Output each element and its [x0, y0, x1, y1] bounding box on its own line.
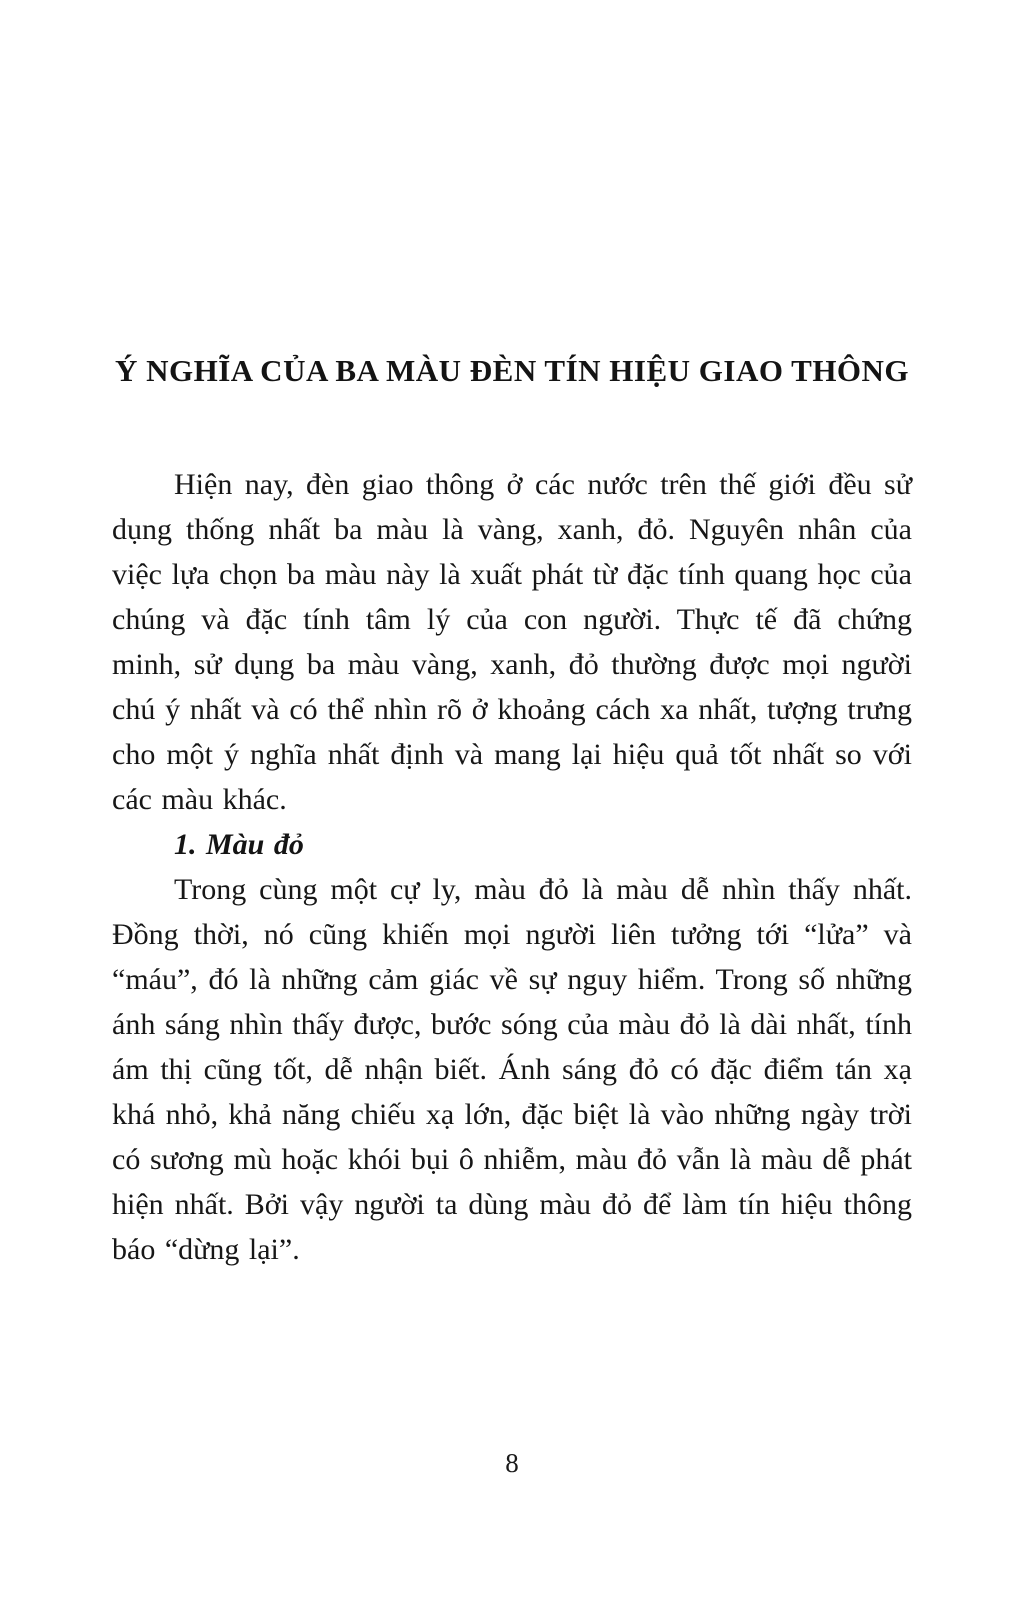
section-paragraph-red-color: Trong cùng một cự ly, màu đỏ là màu dễ nhìn thấy nhất. Đồng thời, nó cũng khiến mọi người liên tưởng tới “lửa” và “máu”, đó là những cảm giác về sự nguy hiểm. Trong số những ánh sáng nhìn thấy được, bước sóng của màu đỏ là dài nhất, tính ám thị cũng tốt, dễ nhận biết. Ánh sáng đỏ có đặc điểm tán xạ khá nhỏ, khả năng chiếu xạ lớn, đặc biệt là vào những ngày trời có sương mù hoặc khói bụi ô nhiễm, màu đỏ vẫn là màu dễ phát hiện nhất. Bởi vậy người ta dùng màu đỏ để làm tín hiệu thông báo “dừng lại”.: [112, 873, 912, 1266]
section-heading-red-color: 1. Màu đỏ: [174, 828, 304, 861]
body-text: [112, 462, 912, 1272]
page-number: 8: [505, 1448, 519, 1478]
intro-paragraph: Hiện nay, đèn giao thông ở các nước trên thế giới đều sử dụng thống nhất ba màu là vàng, xanh, đỏ. Nguyên nhân của việc lựa chọn ba màu này là xuất phát từ đặc tính quang học của chúng và đặc tính tâm lý của con người. Thực tế đã chứng minh, sử dụng ba màu vàng, xanh, đỏ thường được mọi người chú ý nhất và có thể nhìn rõ ở khoảng cách xa nhất, tượng trưng cho một ý nghĩa nhất định và mang lại hiệu quả tốt nhất so với các màu khác.: [112, 468, 912, 816]
page-title: Ý NGHĨA CỦA BA MÀU ĐÈN TÍN HIỆU GIAO THÔNG: [114, 352, 910, 388]
